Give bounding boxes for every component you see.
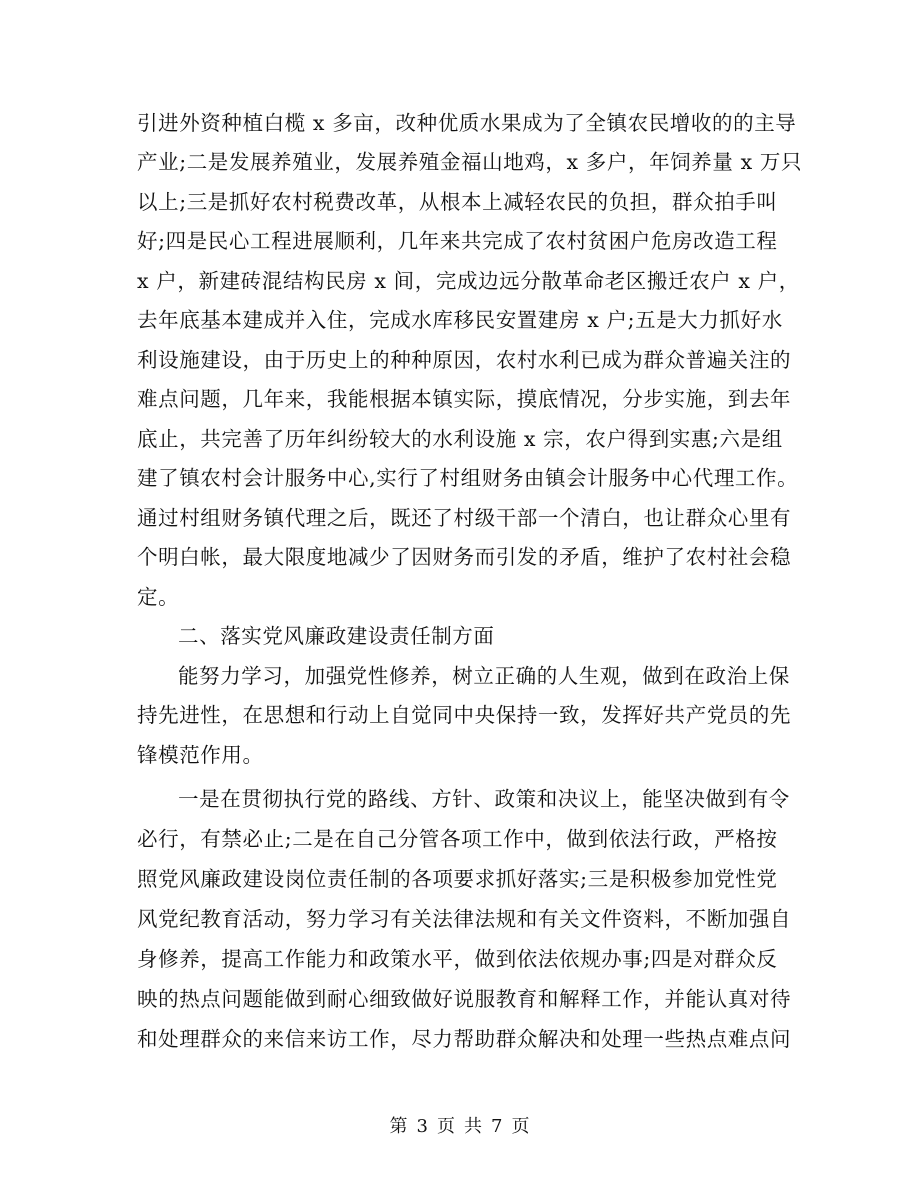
body-text-line: 建了镇农村会计服务中心,实行了村组财务由镇会计服务中心代理工作。 — [137, 466, 799, 490]
body-text-line: 引进外资种植白榄 x 多亩，改种优质水果成为了全镇农民增收的的主导 — [137, 111, 797, 135]
body-text-line: 去年底基本建成并入住，完成水库移民安置建房 x 户;五是大力抓好水 — [137, 308, 783, 332]
footer-total-word: 共 — [464, 1116, 483, 1137]
body-text-line: 和处理群众的来信来访工作，尽力帮助群众解决和处理一些热点难点问 — [137, 1027, 792, 1051]
footer-page-word: 页 — [437, 1116, 456, 1137]
page-number-footer — [0, 1112, 920, 1138]
body-text-line: 利设施建设，由于历史上的种种原因，农村水利已成为群众普遍关注的 — [137, 348, 792, 372]
body-text-line: x 户，新建砖混结构民房 x 间，完成边远分散革命老区搬迁农户 x 户， — [137, 269, 800, 293]
body-text-line: 定。 — [137, 585, 180, 609]
paragraph-first-line: 一是在贯彻执行党的路线、方针、政策和决议上，能坚决做到有令 — [178, 787, 790, 811]
body-text-line: 必行，有禁必止;二是在自己分管各项工作中，做到依法行政，严格按 — [137, 827, 778, 851]
body-text-line: 产业;二是发展养殖业，发展养殖金福山地鸡，x 多户，年饲养量 x 万只 — [137, 150, 803, 174]
body-text-line: 通过村组财务镇代理之后，既还了村级干部一个清白，也让群众心里有 — [137, 506, 792, 530]
body-text-line: 难点问题，几年来，我能根据本镇实际，摸底情况，分步实施，到去年 — [137, 387, 792, 411]
footer-suffix: 页 — [511, 1116, 531, 1137]
body-text-line: 风党纪教育活动，努力学习有关法律法规和有关文件资料，不断加强自 — [137, 907, 792, 931]
body-text-line: 以上;三是抓好农村税费改革，从根本上减轻农民的负担，群众拍手叫 — [137, 190, 778, 214]
body-text-line: 好;四是民心工程进展顺利，几年来共完成了农村贫困户危房改造工程 — [137, 229, 778, 253]
body-text-line: 照党风廉政建设岗位责任制的各项要求抓好落实;三是积极参加党性党 — [137, 867, 778, 891]
section-heading: 二、落实党风廉政建设责任制方面 — [178, 624, 495, 648]
body-text-line: 底止，共完善了历年纠纷较大的水利设施 x 宗，农户得到实惠;六是组 — [137, 427, 783, 451]
body-text-line: 映的热点问题能做到耐心细致做好说服教育和解释工作，并能认真对待 — [137, 987, 792, 1011]
body-text-line: 身修养，提高工作能力和政策水平，做到依法依规办事;四是对群众反 — [137, 947, 778, 971]
body-text-line: 个明白帐，最大限度地减少了因财务而引发的矛盾，维护了农村社会稳 — [137, 545, 792, 569]
paragraph-first-line: 能努力学习，加强党性修养，树立正确的人生观，做到在政治上保 — [178, 664, 790, 688]
body-text-line: 持先进性，在思想和行动上自觉同中央保持一致，发挥好共产党员的先 — [137, 703, 792, 727]
current-page-number: 3 — [416, 1116, 429, 1137]
body-text-line: 锋模范作用。 — [137, 743, 264, 767]
footer-prefix: 第 — [389, 1116, 409, 1137]
total-page-number: 7 — [491, 1116, 504, 1137]
